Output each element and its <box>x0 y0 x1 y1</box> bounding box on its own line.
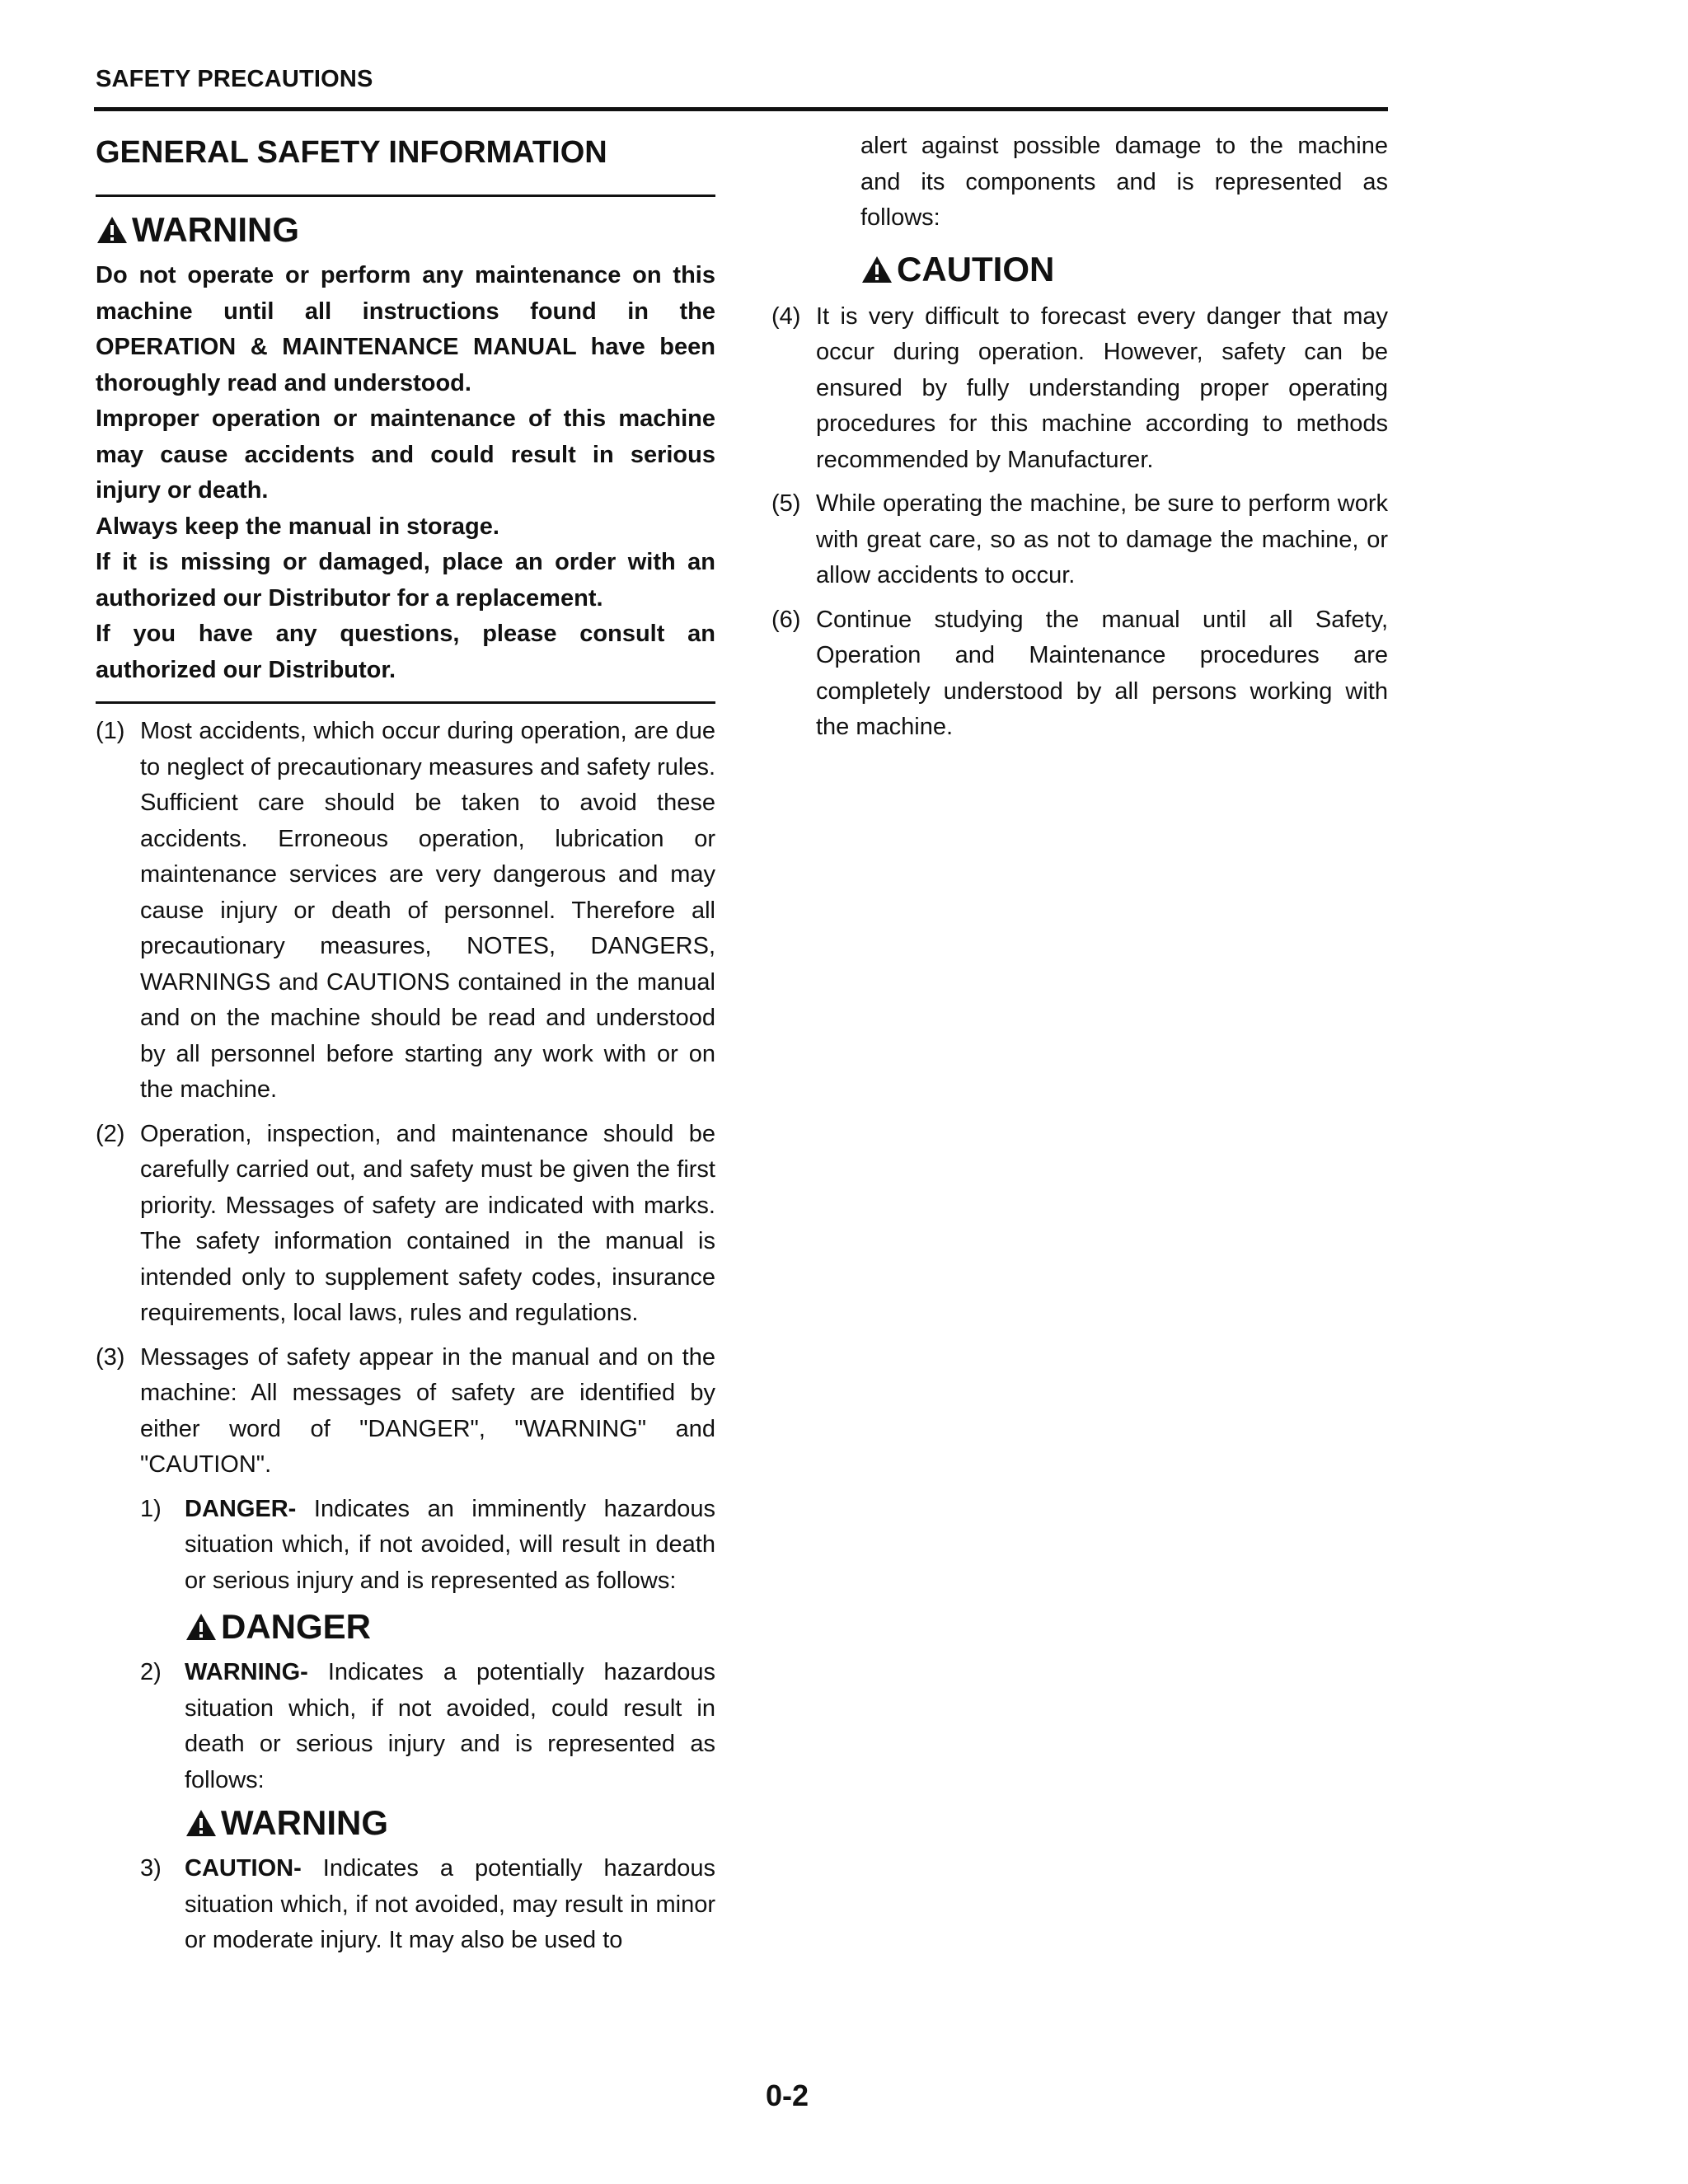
warning-signal-heading <box>185 1802 715 1844</box>
caution-continuation-text: alert against possible damage to the machine and its components and is represented as follows: <box>860 133 1388 231</box>
danger-signal-word: DANGER <box>221 1607 372 1646</box>
warning-paragraph: Improper operation or maintenance of this machine may cause accidents and could result in serious injury or death. <box>96 405 715 504</box>
danger-signal-heading <box>185 1605 715 1648</box>
list-item <box>771 299 1388 479</box>
list-item <box>771 486 1388 594</box>
sub-item-caution <box>140 1851 715 1959</box>
warning-triangle-icon <box>185 1612 218 1642</box>
warning-signal-word: WARNING <box>221 1803 388 1842</box>
list-item-number: (1) <box>96 718 125 744</box>
list-item-number: (4) <box>771 302 801 330</box>
warning-triangle-icon <box>96 215 129 245</box>
sub-item-number: 1) <box>140 1495 162 1522</box>
warning-signal-word: WARNING <box>132 210 299 249</box>
warning-signal-heading <box>96 209 715 251</box>
list-item-number: (2) <box>96 1120 125 1147</box>
list-item-text: Most accidents, which occur during operation, are due to neglect of precautionary measures and safety rules. Sufficient care should be taken to avoid these accidents. Erroneous operation, lubrication or maintenance services are very dangerous and may cause injury or death of personnel. Therefore all precautionary measures, NOTES, DANGERS, WARNINGS and CAUTIONS contained in the manual and on the machine should be read and understood by all personnel before starting any work with or on the machine. <box>140 718 715 1103</box>
sub-item-number: 2) <box>140 1659 162 1685</box>
numbered-list-continued <box>771 299 1388 746</box>
warning-paragraph: Do not operate or perform any maintenance on this machine until all instructions found in the OPERATION & MAINTENANCE MANUAL have been thoroughly read and understood. <box>96 262 715 396</box>
warning-triangle-icon <box>860 255 893 284</box>
left-column <box>96 124 715 1959</box>
caution-signal-word: CAUTION <box>897 249 1055 288</box>
running-header: SAFETY PRECAUTIONS <box>96 66 373 92</box>
section-rule-bottom <box>96 701 715 704</box>
sub-item-number: 3) <box>140 1855 162 1882</box>
list-item <box>96 714 715 1108</box>
sub-item-text <box>185 1492 715 1600</box>
sub-item-term: DANGER- <box>185 1495 297 1522</box>
sub-item-warning <box>140 1655 715 1798</box>
numbered-list <box>96 714 715 1959</box>
warning-paragraph: Always keep the manual in storage. <box>96 513 499 540</box>
warning-paragraph: If it is missing or damaged, place an order with an authorized our Distributor for a replacement. <box>96 549 715 612</box>
list-item <box>771 602 1388 746</box>
caution-signal-heading <box>860 248 1388 291</box>
list-item-number: (5) <box>771 490 801 517</box>
warning-paragraph: If you have any questions, please consult an authorized our Distributor. <box>96 621 715 683</box>
list-item <box>96 1340 715 1483</box>
sub-item-term: WARNING- <box>185 1659 308 1685</box>
sub-item-desc: Indicates a potentially hazardous situation which, if not avoided, may result in minor or moderate injury. It may also be used to <box>185 1855 715 1953</box>
sub-item-danger <box>140 1492 715 1600</box>
sub-item-term: CAUTION- <box>185 1855 302 1882</box>
right-column <box>771 124 1388 746</box>
header-rule <box>94 107 1388 111</box>
list-item-text: While operating the machine, be sure to perform work with great care, so as not to damage the machine, or allow accidents to occur. <box>816 490 1388 588</box>
sub-item-desc: Indicates a potentially hazardous situation which, if not avoided, could result in death or serious injury and is represented as follows: <box>185 1659 715 1793</box>
list-item-text: It is very difficult to forecast every danger that may occur during operation. However, safety can be ensured by fully understanding proper operating procedures for this machine according to methods recommended by Manufacturer. <box>816 302 1388 473</box>
sub-item-desc: Indicates an imminently hazardous situation which, if not avoided, will result in death or serious injury and is represented as follows: <box>185 1495 715 1594</box>
sub-item-text <box>185 1851 715 1959</box>
list-item-text: Messages of safety appear in the manual and on the machine: All messages of safety are identified by either word of "DANGER", "WARNING" and "CAUTION". <box>140 1343 715 1478</box>
list-item <box>96 1117 715 1332</box>
sub-item-text <box>185 1655 715 1798</box>
warning-box-text <box>96 258 715 688</box>
list-item-text: Continue studying the manual until all Safety, Operation and Maintenance procedures are completely understood by all persons working with the machine. <box>816 606 1388 740</box>
page-number <box>0 2079 1688 2113</box>
list-item-text: Operation, inspection, and maintenance should be carefully carried out, and safety must be given the first priority. Messages of safety are indicated with marks. The safety information contained in the manual is intended only to supplement safety codes, insurance requirements, local laws, rules and regulations. <box>140 1120 715 1326</box>
list-item-number: (6) <box>771 606 801 633</box>
page-number-text: 0-2 <box>765 2079 809 2112</box>
list-item-number: (3) <box>96 1343 125 1371</box>
section-title: GENERAL SAFETY INFORMATION <box>96 135 607 170</box>
section-rule-top <box>96 194 715 197</box>
warning-triangle-icon <box>185 1808 218 1838</box>
